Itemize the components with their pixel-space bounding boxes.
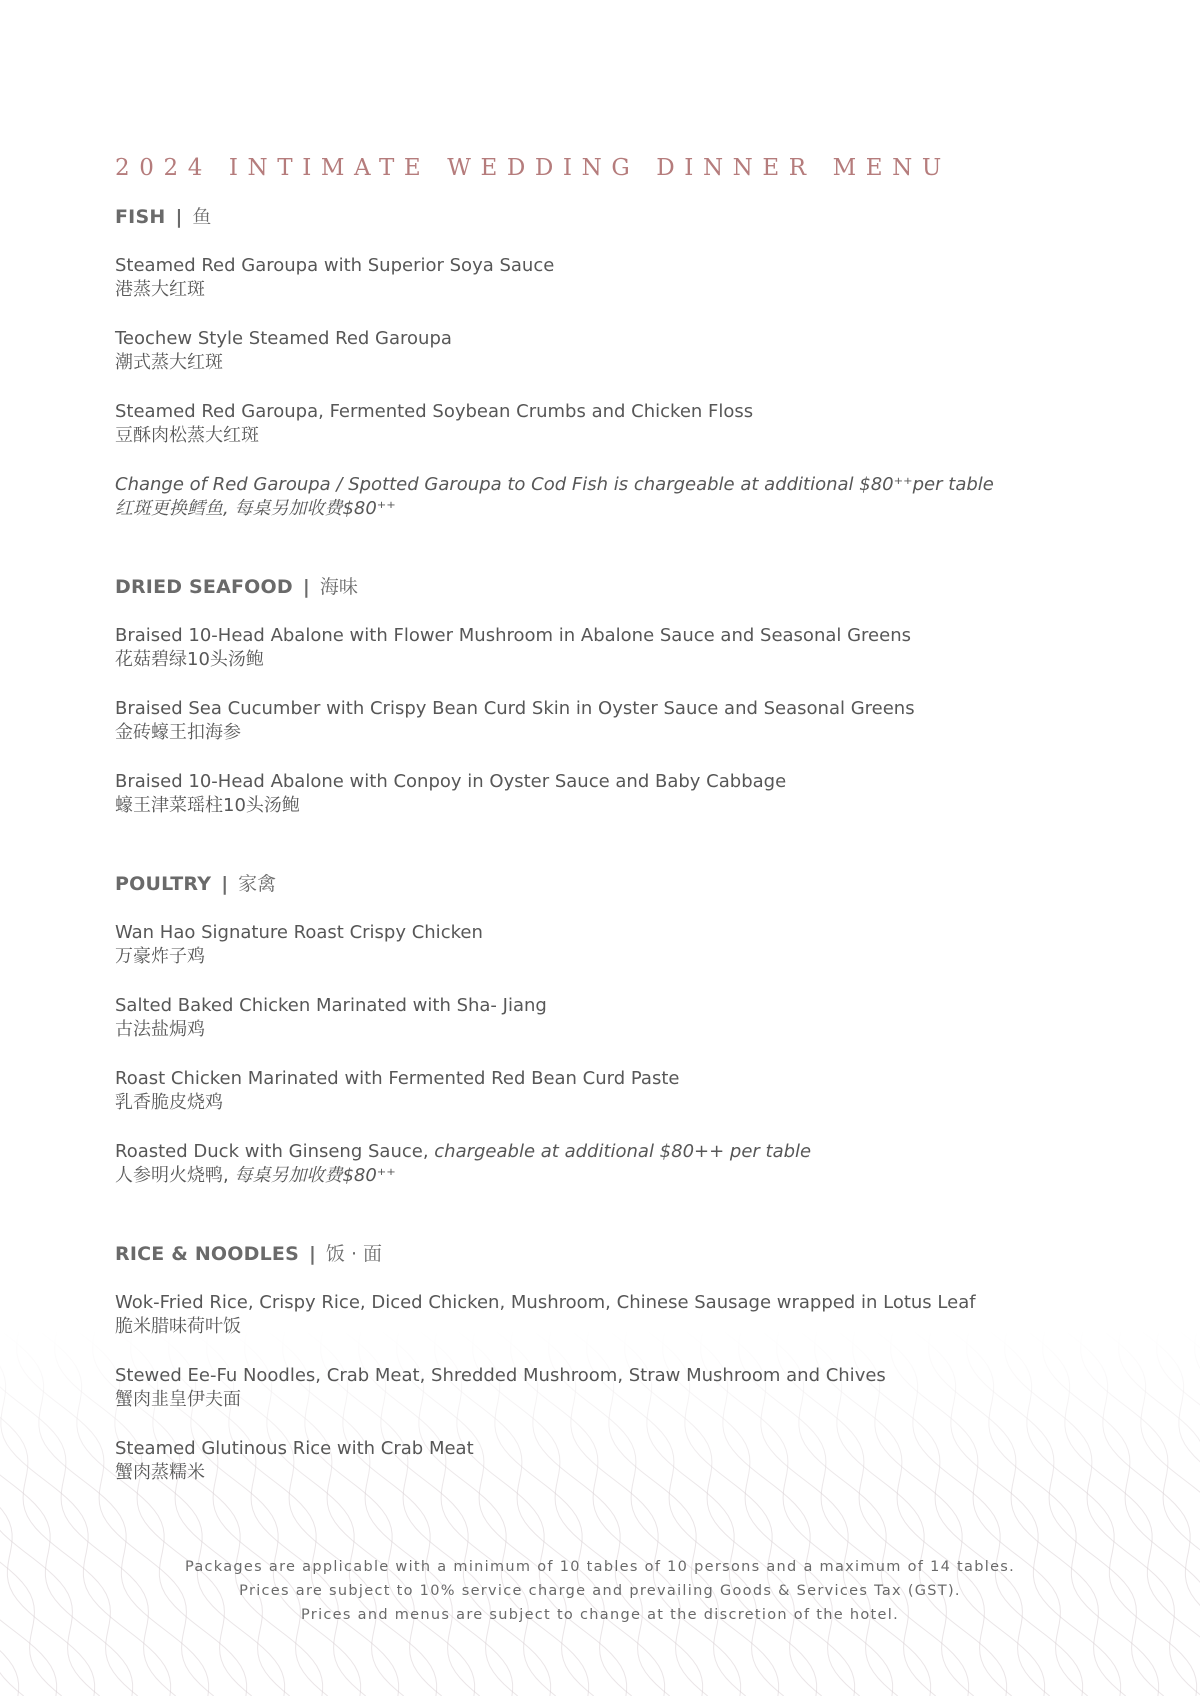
dish-name-zh: 金砖蠔王扣海参 [115, 722, 241, 743]
dish-name-en [115, 1140, 1115, 1164]
menu-item [115, 400, 1115, 448]
section-title-en: POULTRY [115, 873, 212, 895]
dish-name-en: Wan Hao Signature Roast Crispy Chicken [115, 922, 483, 943]
section-separator: | [308, 1243, 316, 1265]
menu-item [115, 254, 1115, 302]
section-header [115, 1242, 1115, 1266]
dish-name-zh: 港蒸大红斑 [115, 279, 205, 300]
dish-name-en: Salted Baked Chicken Marinated with Sha- Jiang [115, 995, 547, 1016]
surcharge-note-en: chargeable at additional $80++ per table [434, 1141, 812, 1162]
section-rice-noodles [115, 1242, 1115, 1485]
dish-name-zh: 乳香脆皮烧鸡 [115, 1092, 223, 1113]
surcharge-note-en: Change of Red Garoupa / Spotted Garoupa to Cod Fish is chargeable at additional $80⁺⁺per table [115, 474, 994, 495]
section-separator: | [221, 873, 229, 895]
dish-name-zh: 花菇碧绿10头汤鲍 [115, 649, 264, 670]
menu-item [115, 624, 1115, 672]
terms-line: Prices and menus are subject to change at the discretion of the hotel. [301, 1607, 899, 1623]
dish-name-en: Teochew Style Steamed Red Garoupa [115, 328, 452, 349]
section-header [115, 575, 1115, 599]
dish-name-en: Braised 10-Head Abalone with Conpoy in Oyster Sauce and Baby Cabbage [115, 771, 787, 792]
menu-item [115, 994, 1115, 1042]
section-title-zh: 海味 [319, 576, 358, 598]
dish-name-zh: 脆米腊味荷叶饭 [115, 1316, 241, 1337]
menu-title: 2024 INTIMATE WEDDING DINNER MENU [115, 155, 951, 181]
dish-name-zh: 蠔王津菜瑶柱10头汤鲍 [115, 795, 300, 816]
dish-name-zh [115, 1164, 1115, 1188]
section-title-zh: 鱼 [192, 206, 212, 228]
dish-name-en: Stewed Ee-Fu Noodles, Crab Meat, Shredded Mushroom, Straw Mushroom and Chives [115, 1365, 886, 1386]
section-header [115, 205, 1115, 229]
menu-item [115, 1437, 1115, 1485]
dish-name-en: Steamed Glutinous Rice with Crab Meat [115, 1438, 474, 1459]
dish-name-en: Steamed Red Garoupa with Superior Soya Sauce [115, 255, 555, 276]
section-fish [115, 205, 1115, 521]
terms-line: Packages are applicable with a minimum of 10 tables of 10 persons and a maximum of 14 tables. [184, 1559, 1016, 1575]
menu-item [115, 921, 1115, 969]
dish-name-zh: 蟹肉蒸糯米 [115, 1462, 205, 1483]
terms-footer [0, 1555, 1200, 1627]
dish-name-en: Braised Sea Cucumber with Crispy Bean Curd Skin in Oyster Sauce and Seasonal Greens [115, 698, 915, 719]
dish-name-zh: 潮式蒸大红斑 [115, 352, 223, 373]
dish-name-en: Roast Chicken Marinated with Fermented Red Bean Curd Paste [115, 1068, 680, 1089]
dish-name-en: Steamed Red Garoupa, Fermented Soybean Crumbs and Chicken Floss [115, 401, 754, 422]
section-poultry [115, 872, 1115, 1188]
menu-content [115, 205, 1115, 1539]
surcharge-note-zh: 每桌另加收费$80⁺⁺ [234, 1165, 396, 1186]
dish-name-zh: 万豪炸子鸡 [115, 946, 205, 967]
section-title-zh: 家禽 [238, 873, 277, 895]
section-title-zh: 饭 · 面 [325, 1243, 383, 1265]
section-separator: | [175, 206, 183, 228]
dish-name-text: 人参明火烧鸭, [115, 1165, 235, 1186]
dish-name-text: Roasted Duck with Ginseng Sauce, [115, 1141, 435, 1162]
menu-item [115, 770, 1115, 818]
dish-name-en: Braised 10-Head Abalone with Flower Mushroom in Abalone Sauce and Seasonal Greens [115, 625, 911, 646]
section-title-en: RICE & NOODLES [115, 1243, 299, 1265]
dish-name-zh: 古法盐焗鸡 [115, 1019, 205, 1040]
terms-line: Prices are subject to 10% service charge and prevailing Goods & Services Tax (GST). [239, 1583, 961, 1599]
surcharge-note [115, 473, 1115, 521]
section-title-en: FISH [115, 206, 166, 228]
dish-name-zh: 豆酥肉松蒸大红斑 [115, 425, 259, 446]
menu-item [115, 697, 1115, 745]
menu-item [115, 1067, 1115, 1115]
section-title-en: DRIED SEAFOOD [115, 576, 293, 598]
surcharge-note-zh: 红斑更换鳕鱼, 每桌另加收费$80⁺⁺ [115, 498, 396, 519]
dish-name-zh: 蟹肉韭皇伊夫面 [115, 1389, 241, 1410]
menu-item [115, 1140, 1115, 1188]
menu-item [115, 327, 1115, 375]
menu-item [115, 1364, 1115, 1412]
section-dried-seafood [115, 575, 1115, 818]
dish-name-en: Wok-Fried Rice, Crispy Rice, Diced Chicken, Mushroom, Chinese Sausage wrapped in Lotus Leaf [115, 1292, 976, 1313]
menu-item [115, 1291, 1115, 1339]
section-separator: | [302, 576, 310, 598]
section-header [115, 872, 1115, 896]
